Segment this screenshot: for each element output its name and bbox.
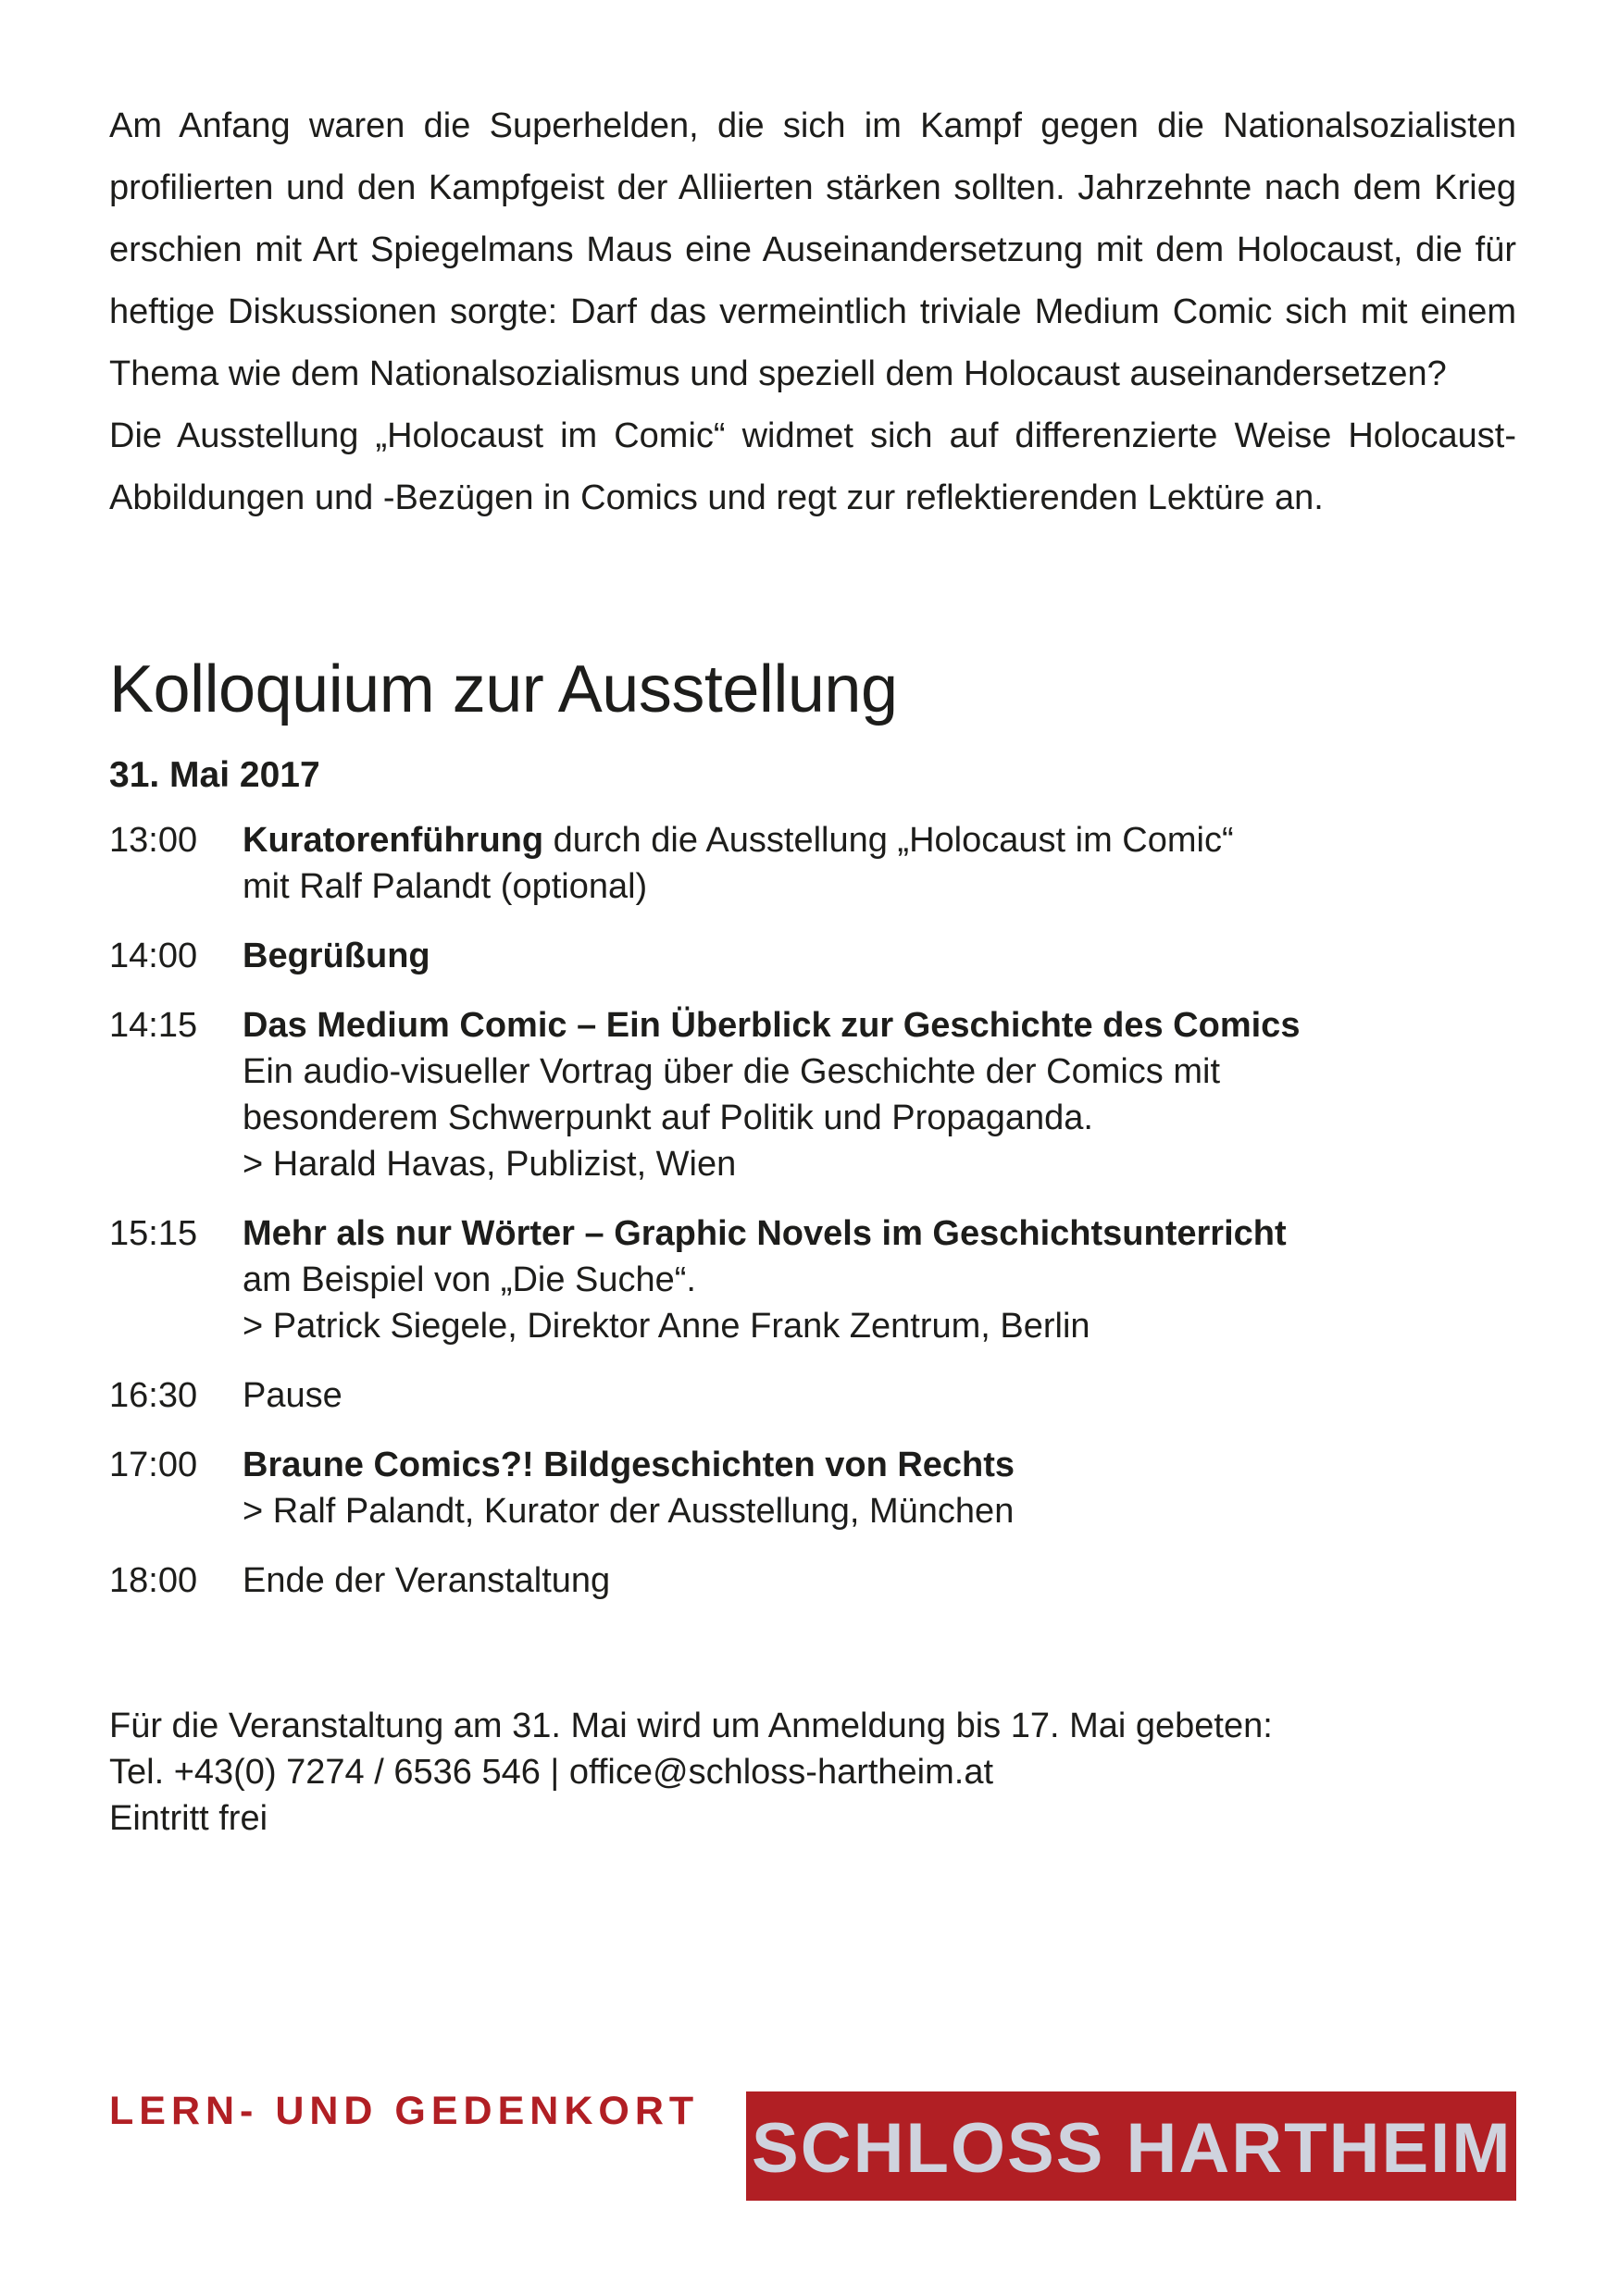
program-schedule (109, 817, 1498, 1627)
intro-text (109, 95, 1516, 529)
entry-time: 18:00 (109, 1561, 198, 1600)
entry-speaker: > Harald Havas, Publizist, Wien (243, 1145, 737, 1184)
colloquium-date: 31. Mai 2017 (109, 755, 320, 795)
entry-title: Begrüßung (243, 937, 430, 975)
program-entry (109, 1558, 1498, 1604)
colloquium-heading: Kolloquium zur Ausstellung (109, 652, 898, 726)
entry-plain: Pause (243, 1376, 342, 1415)
entry-title: Kuratorenführung (243, 821, 544, 860)
contact-separator: | (540, 1753, 569, 1792)
entry-time: 16:30 (109, 1376, 198, 1415)
program-entry (109, 1372, 1498, 1419)
logo-tagline: LERN- UND GEDENKORT (109, 2089, 700, 2133)
registration-note: Für die Veranstaltung am 31. Mai wird um Anmeldung bis 17. Mai gebeten: (109, 1706, 1273, 1745)
entry-time: 14:00 (109, 937, 198, 975)
entry-time: 13:00 (109, 821, 198, 860)
intro-paragraph-1: Am Anfang waren die Superhelden, die sich im Kampf gegen die Nationalsozialisten profilierten und den Kampfgeist der Alliierten stärken sollten. Jahrzehnte nach dem Krieg erschien mit Art Spiegelmans Maus eine Auseinandersetzung mit dem Holocaust, die für heftige Diskussionen sorgte: Darf das vermeintlich triviale Medium Comic sich mit einem Thema wie dem Nationalsozialismus und speziell dem Holocaust auseinandersetzen? (109, 106, 1516, 393)
program-entry (109, 1210, 1498, 1349)
logo-box (746, 2091, 1516, 2201)
entry-plain: Ende der Veranstaltung (243, 1561, 611, 1600)
entry-speaker: > Patrick Siegele, Direktor Anne Frank Zentrum, Berlin (243, 1307, 1090, 1346)
entry-title: Braune Comics?! Bildgeschichten von Rechts (243, 1446, 1015, 1484)
logo-box-text: SCHLOSS HARTHEIM (752, 2109, 1513, 2188)
program-entry (109, 1002, 1498, 1187)
registration-info (109, 1703, 1273, 1842)
entry-time: 17:00 (109, 1446, 198, 1484)
entry-title: Das Medium Comic – Ein Überblick zur Geschichte des Comics (243, 1006, 1301, 1045)
program-entry (109, 933, 1498, 979)
entry-title-suffix: durch die Ausstellung „Holocaust im Comic“ (543, 821, 1234, 860)
program-entry (109, 817, 1498, 910)
entry-speaker: > Ralf Palandt, Kurator der Ausstellung, München (243, 1492, 1015, 1531)
entry-detail: besonderem Schwerpunkt auf Politik und Propaganda. (243, 1098, 1093, 1137)
entry-time: 14:15 (109, 1006, 198, 1045)
program-entry (109, 1442, 1498, 1534)
entry-detail: am Beispiel von „Die Suche“. (243, 1260, 696, 1299)
email-link[interactable]: office@schloss-hartheim.at (568, 1753, 994, 1792)
entry-time: 15:15 (109, 1214, 198, 1253)
phone-number: Tel. +43(0) 7274 / 6536 546 (109, 1753, 541, 1792)
entry-title: Mehr als nur Wörter – Graphic Novels im Geschichtsunterricht (243, 1214, 1287, 1253)
intro-paragraph-2: Die Ausstellung „Holocaust im Comic“ widmet sich auf differenzierte Weise Holocaust-Abbildungen und -Bezügen in Comics und regt zur reflektierenden Lektüre an. (109, 416, 1516, 517)
entry-detail: mit Ralf Palandt (optional) (243, 867, 648, 906)
admission-note: Eintritt frei (109, 1799, 268, 1838)
entry-detail: Ein audio-visueller Vortrag über die Geschichte der Comics mit (243, 1052, 1221, 1091)
